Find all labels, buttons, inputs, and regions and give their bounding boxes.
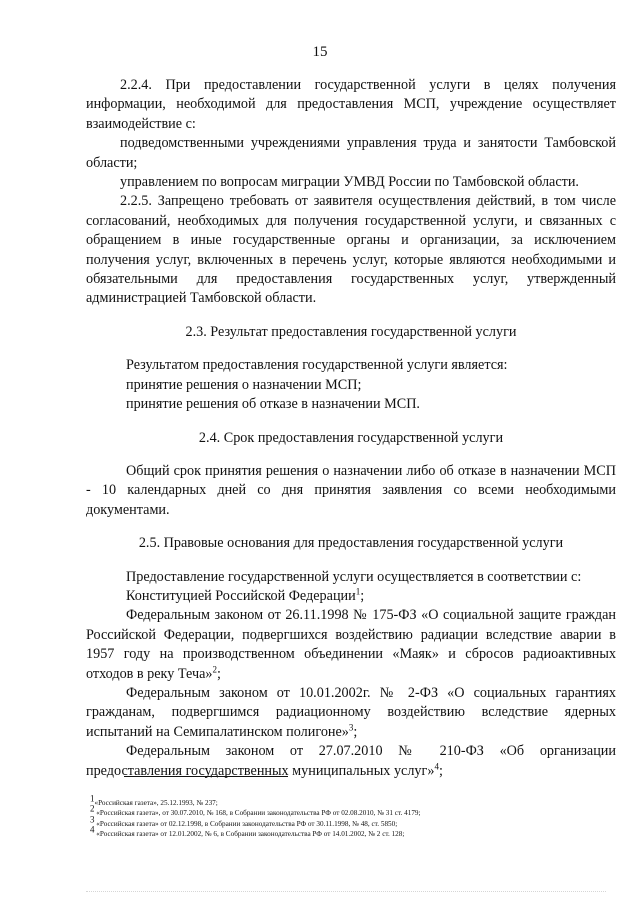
legal-item-law-175: Федеральным законом от 26.11.1998 № 175-ФЗ «О социальной защите граждан Российской Федерации, подвергшихся воздействию радиации вследствие аварии в 1957 году на производственном объединении «Маяк» и сбросов радиоактивных отходов в реку Теча»$^2$; [86, 607, 616, 682]
footnote-separator [124, 776, 288, 777]
footnote-1: $^1$«Российская газета», 25.12.1993, № 237; [90, 793, 218, 807]
paragraph-migration-department: управлением по вопросам миграции УМВД России по Тамбовской области. [120, 174, 579, 191]
footnote-ref-1: 1 [355, 586, 361, 597]
legal-item-constitution: Конституцией Российской Федерации$^1$; [126, 586, 365, 604]
legal-item-law-210: Федеральным законом от 27.07.2010 № 210-ФЗ «Об организации предоставления государственных муниципальных услуг»$^4$; [86, 743, 616, 779]
footnotes [90, 793, 610, 840]
document-body [86, 76, 616, 781]
result-line-2: принятие решения о назначении МСП; [126, 376, 362, 393]
footnote-3: $^3$ «Российская газета» от 02.12.1998, в Собрании законодательства РФ от 30.11.1998, № 48, ст. 5850; [90, 814, 398, 828]
heading-2-3: 2.3. Результат предоставления государственной услуги [185, 323, 517, 340]
footnote-ref-4: 4 [434, 760, 439, 771]
result-line-3: принятие решения об отказе в назначении МСП. [126, 396, 420, 413]
paragraph-2-2-5: 2.2.5. Запрещено требовать от заявителя осуществления действий, в том числе согласований, необходимых для получения государственной услуги, и связанных с обращением в иные государственные органы и организации, за исключением получения услуг, включенных в перечень услуг, которые являются необходимыми и обязательными для предоставления государственных услуг, утвержденный администрацией Тамбовской области. [86, 193, 616, 307]
paragraph-legal-intro: Предоставление государственной услуги осуществляется в соответствии с: [126, 568, 582, 585]
legal-item-law-2: Федеральным законом от 10.01.2002г. № 2-ФЗ «О социальных гарантиях гражданам, подвергшимся радиационному воздействию вследствие ядерных испытаний на Семипалатинском полигоне»$^3$; [86, 684, 616, 740]
footnote-ref-2: 2 [212, 663, 217, 674]
result-line-1: Результатом предоставления государственной услуги является: [126, 357, 508, 374]
page-number: 15 [312, 44, 328, 60]
footnote-2: $^2$ «Российская газета», от 30.07.2010, № 168, в Собрании законодательства РФ от 02.08.2010, № 31 ст. 4179; [90, 804, 421, 818]
paragraph-subordinate-institutions: подведомственными учреждениями управления труда и занятости Тамбовской области; [86, 135, 616, 171]
footnote-4: $^4$ «Российская газета» от 12.01.2002, № 6, в Собрании законодательства РФ от 14.01.2002, № 2 ст. 128; [90, 824, 405, 839]
scan-bleed-edge [86, 891, 606, 895]
footnote-ref-3: 3 [348, 722, 354, 733]
heading-2-5: 2.5. Правовые основания для предоставления государственной услуги [138, 535, 564, 552]
heading-2-4: 2.4. Срок предоставления государственной услуги [198, 429, 504, 446]
paragraph-term: Общий срок принятия решения о назначении либо об отказе в назначении МСП - 10 календарных дней со дня принятия заявления со всеми необходимыми документами. [86, 462, 616, 518]
paragraph-2-2-4: 2.2.4. При предоставлении государственной услуги в целях получения информации, необходимой для предоставления МСП, учреждение осуществляет взаимодействие с: [86, 77, 616, 132]
